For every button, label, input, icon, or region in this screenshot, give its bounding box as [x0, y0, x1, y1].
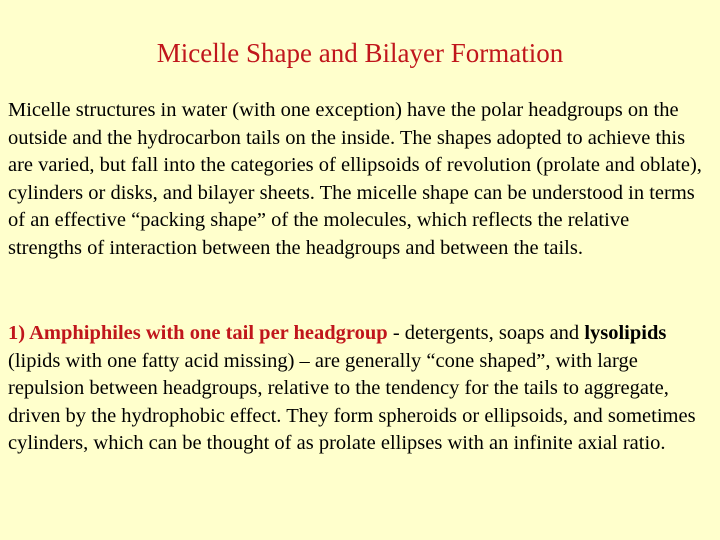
slide-title: Micelle Shape and Bilayer Formation: [156, 38, 564, 68]
paragraph-amphiphiles: [8, 320, 708, 458]
paragraph-micelle-structures: Micelle structures in water (with one exception) have the polar headgroups on the outside and the hydrocarbon tails on the inside. The shapes adopted to achieve this are varied, but fall into the categories of ellipsoids of revolution (prolate and oblate), cylinders or disks, and bilayer sheets. The micelle shape can be understood in terms of an effective “packing shape” of the molecules, which reflects the relative strengths of interaction between the headgroups and between the tails.: [8, 99, 702, 259]
paragraph-text-a: - detergents, soaps and: [387, 322, 585, 344]
paragraph-text-b: (lipids with one fatty acid missing) – are generally “cone shaped”, with large repulsion between headgroups, relative to the tendency for the tails to aggregate, driven by the hydrophobic effect. They form spheroids or ellipsoids, and sometimes cylinders, which can be thought of as prolate ellipses with an infinite axial ratio.: [8, 349, 696, 454]
lysolipids-term: lysolipids: [584, 322, 667, 344]
amphiphiles-heading: 1) Amphiphiles with one tail per headgroup: [8, 322, 388, 344]
